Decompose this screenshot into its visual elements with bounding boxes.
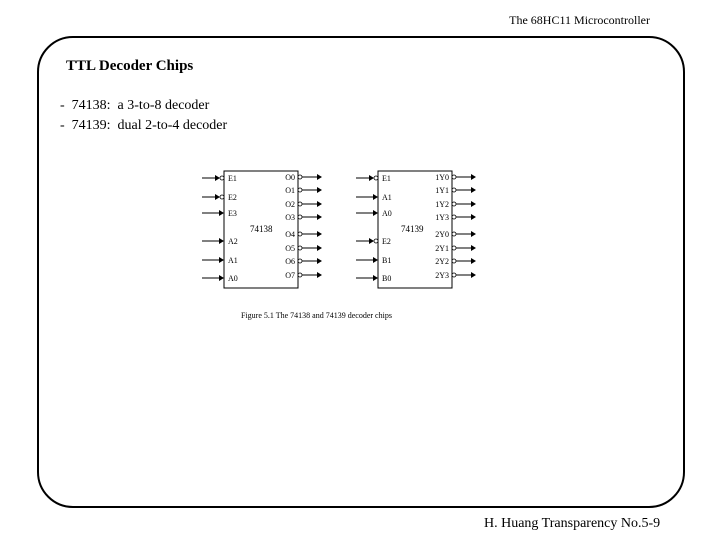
output-pin-label: 1Y2: [435, 200, 449, 209]
input-pin-label: E2: [382, 237, 391, 246]
input-pin-arrowhead: [219, 257, 224, 263]
output-pin-arrowhead: [471, 258, 476, 264]
output-pin-arrowhead: [471, 201, 476, 207]
output-pin-label: 2Y2: [435, 257, 449, 266]
output-pin-label: O1: [285, 186, 295, 195]
output-pin-label: O0: [285, 173, 295, 182]
bullet-item: - 74139: dual 2-to-4 decoder: [60, 118, 228, 133]
output-pin-arrowhead: [471, 214, 476, 220]
inversion-bubble: [298, 215, 302, 219]
input-pin-arrowhead: [215, 175, 220, 181]
input-pin-label: B1: [382, 256, 392, 265]
output-pin-arrowhead: [317, 187, 322, 193]
chip-74138: [202, 171, 322, 288]
output-pin-label: O4: [285, 230, 295, 239]
input-pin-label: A1: [382, 193, 392, 202]
inversion-bubble: [374, 239, 378, 243]
output-pin-label: O5: [285, 244, 295, 253]
input-pin-arrowhead: [373, 210, 378, 216]
chip-74139-label: 74139: [401, 224, 424, 234]
inversion-bubble: [298, 202, 302, 206]
input-pin-arrowhead: [373, 194, 378, 200]
chip-74138-label: 74138: [250, 224, 273, 234]
inversion-bubble: [452, 259, 456, 263]
output-pin-arrowhead: [471, 245, 476, 251]
output-pin-label: 1Y1: [435, 186, 449, 195]
inversion-bubble: [452, 188, 456, 192]
inversion-bubble: [298, 175, 302, 179]
inversion-bubble: [452, 232, 456, 236]
chip-74139: [356, 171, 476, 288]
output-pin-label: O2: [285, 200, 295, 209]
inversion-bubble: [452, 246, 456, 250]
output-pin-label: O6: [285, 257, 295, 266]
input-pin-arrowhead: [373, 257, 378, 263]
inversion-bubble: [452, 202, 456, 206]
output-pin-arrowhead: [471, 174, 476, 180]
slide-title: TTL Decoder Chips: [66, 58, 194, 74]
input-pin-arrowhead: [373, 275, 378, 281]
input-pin-arrowhead: [215, 194, 220, 200]
output-pin-arrowhead: [317, 214, 322, 220]
output-pin-arrowhead: [471, 231, 476, 237]
inversion-bubble: [298, 273, 302, 277]
bullet-item: - 74138: a 3-to-8 decoder: [60, 98, 210, 113]
output-pin-arrowhead: [471, 272, 476, 278]
input-pin-label: A0: [382, 209, 392, 218]
output-pin-label: 1Y0: [435, 173, 449, 182]
output-pin-arrowhead: [317, 231, 322, 237]
header-title: The 68HC11 Microcontroller: [509, 13, 650, 27]
output-pin-arrowhead: [317, 245, 322, 251]
input-pin-label: A1: [228, 256, 238, 265]
output-pin-arrowhead: [317, 201, 322, 207]
output-pin-arrowhead: [471, 187, 476, 193]
output-pin-arrowhead: [317, 174, 322, 180]
footer-text: H. Huang Transparency No.5-9: [484, 516, 661, 531]
inversion-bubble: [374, 176, 378, 180]
inversion-bubble: [220, 176, 224, 180]
input-pin-label: E3: [228, 209, 237, 218]
output-pin-arrowhead: [317, 258, 322, 264]
input-pin-label: E2: [228, 193, 237, 202]
figure-caption: Figure 5.1 The 74138 and 74139 decoder chips: [241, 311, 392, 320]
input-pin-arrowhead: [219, 275, 224, 281]
inversion-bubble: [298, 188, 302, 192]
inversion-bubble: [452, 175, 456, 179]
inversion-bubble: [452, 215, 456, 219]
output-pin-label: 2Y1: [435, 244, 449, 253]
output-pin-label: 2Y0: [435, 230, 449, 239]
output-pin-arrowhead: [317, 272, 322, 278]
inversion-bubble: [298, 232, 302, 236]
inversion-bubble: [452, 273, 456, 277]
input-pin-label: B0: [382, 274, 392, 283]
inversion-bubble: [220, 195, 224, 199]
inversion-bubble: [298, 259, 302, 263]
input-pin-label: E1: [228, 174, 237, 183]
input-pin-label: A0: [228, 274, 238, 283]
output-pin-label: O3: [285, 213, 295, 222]
input-pin-arrowhead: [219, 210, 224, 216]
input-pin-label: A2: [228, 237, 238, 246]
output-pin-label: 1Y3: [435, 213, 449, 222]
input-pin-label: E1: [382, 174, 391, 183]
output-pin-label: O7: [285, 271, 295, 280]
input-pin-arrowhead: [369, 238, 374, 244]
inversion-bubble: [298, 246, 302, 250]
input-pin-arrowhead: [219, 238, 224, 244]
input-pin-arrowhead: [369, 175, 374, 181]
output-pin-label: 2Y3: [435, 271, 449, 280]
